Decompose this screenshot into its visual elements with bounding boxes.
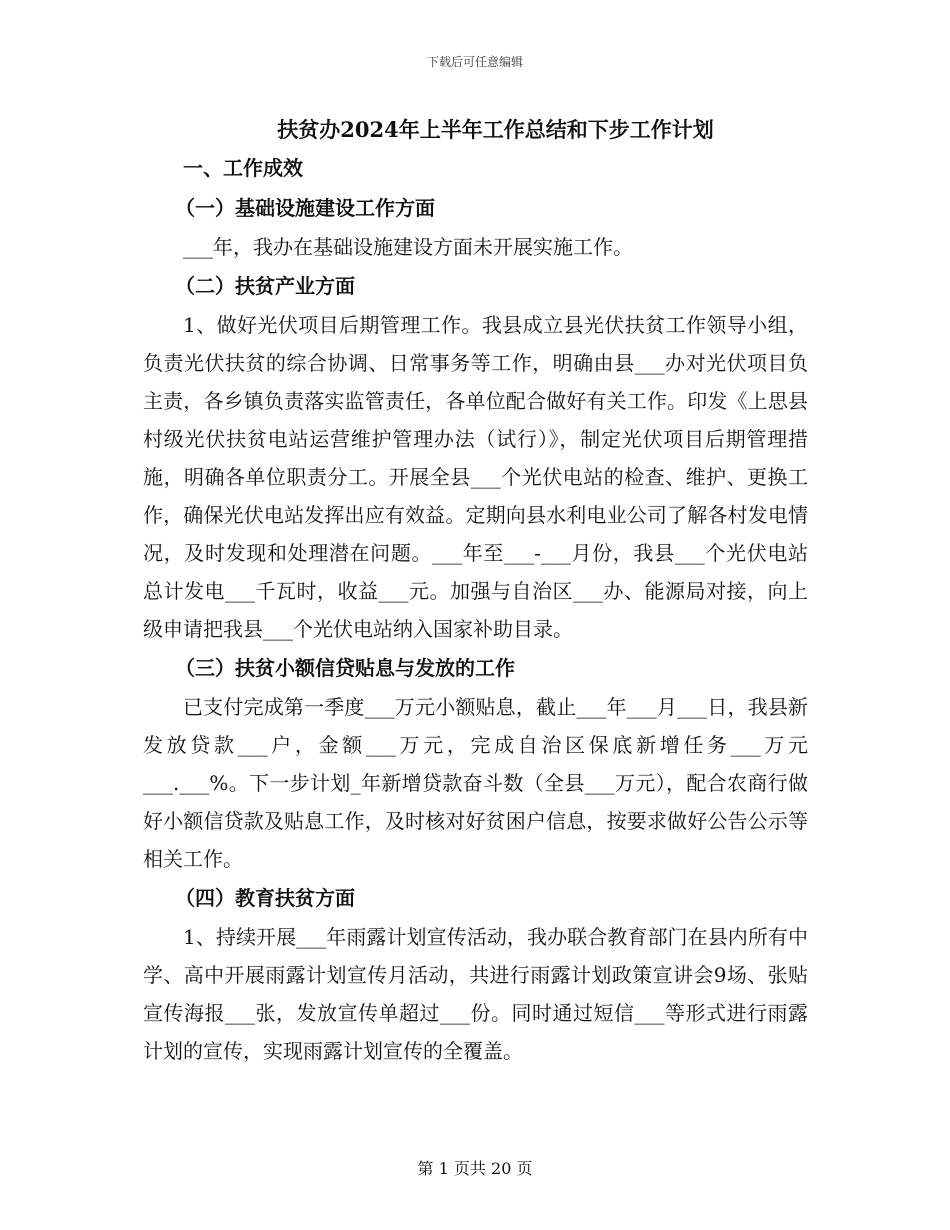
paragraph-education: 1、持续开展___年雨露计划宣传活动，我办联合教育部门在县内所有中学、高中开展雨露计划宣传月活动，共进行雨露计划政策宣讲会9场、张贴宣传海报___张，发放宣传单超过___份。同时通过短信___等形式进行雨露计划的宣传，实现雨露计划宣传的全覆盖。 [143,925,808,1063]
subheading-infrastructure: （一）基础设施建设工作方面 [175,196,435,220]
page-footer [0,1156,950,1179]
subheading-industry: （二）扶贫产业方面 [175,274,355,298]
current-page-number: 1 [438,1159,449,1178]
document-body [143,112,808,1070]
footer-middle: 页共 [453,1159,486,1178]
footer-suffix: 页 [516,1159,533,1178]
header-note: 下载后可任意编辑 [426,55,523,69]
paragraph-infrastructure: ___年，我办在基础设施建设方面未开展实施工作。 [183,235,633,259]
paragraph-photovoltaic: 1、做好光伏项目后期管理工作。我县成立县光伏扶贫工作领导小组，负责光伏扶贫的综合协调、日常事务等工作，明确由县___办对光伏项目负主责，各乡镇负责落实监管责任，各单位配合做好有关工作。印发《上思县村级光伏扶贫电站运营维护管理办法（试行）》，制定光伏项目后期管理措施，明确各单位职责分工。开展全县___个光伏电站的检查、维护、更换工作，确保光伏电站发挥出应有效益。定期向县水利电业公司了解各村发电情况，及时发现和处理潜在问题。___年至___-___月份，我县___个光伏电站总计发电___千瓦时，收益___元。加强与自治区___办、能源局对接，向上级申请把我县___个光伏电站纳入国家补助目录。 [143,313,808,641]
document-title: 扶贫办2024年上半年工作总结和下步工作计划 [277,117,714,142]
footer-prefix: 第 [417,1159,434,1178]
subheading-microcredit: （三）扶贫小额信贷贴息与发放的工作 [175,656,515,680]
subheading-education: （四）教育扶贫方面 [175,886,355,910]
paragraph-microcredit: 已支付完成第一季度___万元小额贴息，截止___年___月___日，我县新发放贷款___户，金额___万元，完成自治区保底新增任务___万元___.___%。下一步计划_年新增贷款奋斗数（全县___万元），配合农商行做好小额信贷款及贴息工作，及时核对好贫困户信息，按要求做好公告公示等相关工作。 [143,695,808,871]
section-heading-work-results: 一、工作成效 [183,156,303,180]
total-page-count: 20 [491,1159,512,1178]
